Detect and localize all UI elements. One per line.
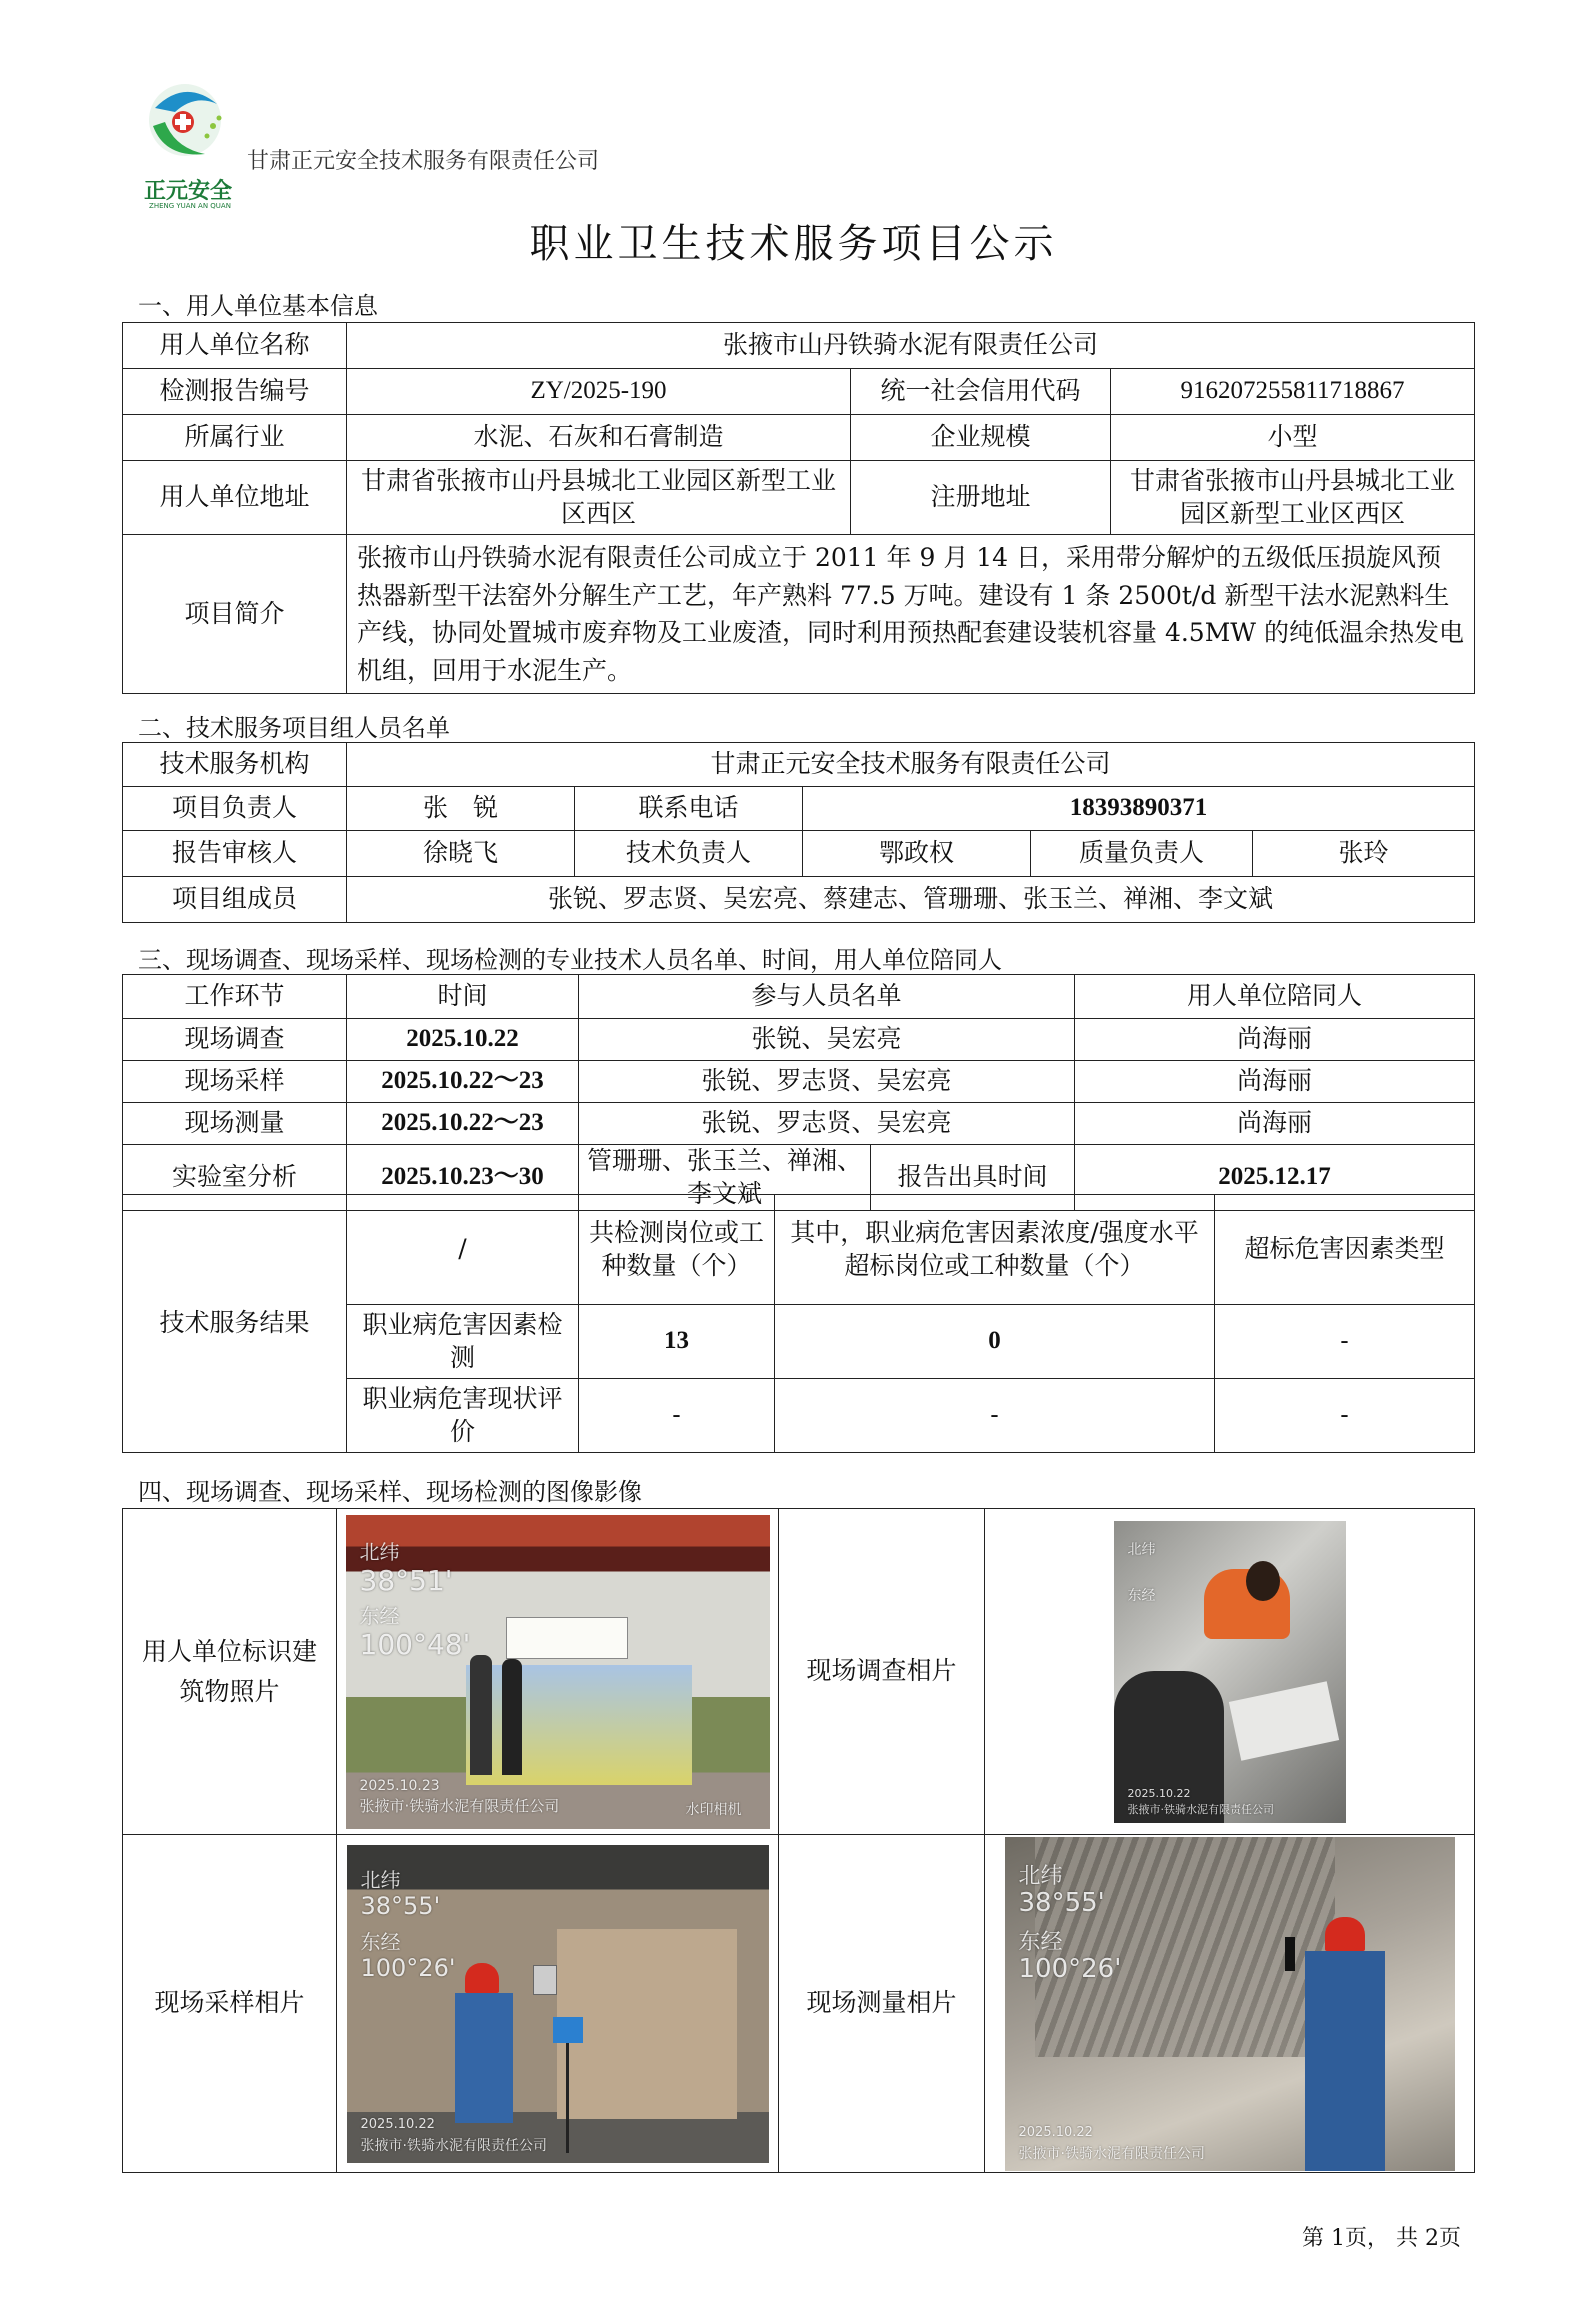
row-people: 张锐、吴宏亮 bbox=[579, 1019, 1075, 1061]
quality: 张玲 bbox=[1253, 831, 1475, 877]
photo1-lat-label: 北纬 bbox=[359, 1539, 400, 1564]
photo4-lon: 100°26' bbox=[1018, 1953, 1122, 1984]
intro-label: 项目简介 bbox=[123, 535, 347, 694]
scale-label: 企业规模 bbox=[851, 415, 1111, 461]
company-name: 甘肃正元安全技术服务有限责任公司 bbox=[247, 149, 600, 174]
page-header bbox=[135, 78, 1435, 218]
photo1-lon: 100°48' bbox=[359, 1627, 471, 1661]
photo3-label: 现场采样相片 bbox=[123, 1835, 337, 2173]
logo-text: 正元安全 bbox=[143, 179, 232, 204]
reg-address: 甘肃省张掖市山丹县城北工业园区新型工业区西区 bbox=[1111, 461, 1475, 535]
fieldwork-table bbox=[122, 974, 1475, 1211]
section2-heading: 二、技术服务项目组人员名单 bbox=[138, 714, 450, 742]
photo1-lon-label: 东经 bbox=[359, 1603, 400, 1628]
col-exceed: 其中，职业病危害因素浓度/强度水平超标岗位或工种数量（个） bbox=[775, 1195, 1215, 1305]
industry-label: 所属行业 bbox=[123, 415, 347, 461]
lab-stage: 实验室分析 bbox=[123, 1145, 347, 1211]
eval-type: - bbox=[1215, 1379, 1475, 1453]
results-table bbox=[122, 1194, 1475, 1453]
row-escort: 尚海丽 bbox=[1075, 1019, 1475, 1061]
detect-label: 职业病危害因素检测 bbox=[347, 1305, 579, 1379]
photo3-lat: 38°55' bbox=[360, 1891, 441, 1920]
unit-info-table bbox=[122, 322, 1475, 694]
photo4-lat: 38°55' bbox=[1018, 1887, 1105, 1918]
photo1-label: 用人单位标识建筑物照片 bbox=[123, 1509, 337, 1835]
photo4-lon-label: 东经 bbox=[1018, 1929, 1063, 1955]
org-label: 技术服务机构 bbox=[123, 743, 347, 787]
photo3-lat-label: 北纬 bbox=[360, 1867, 401, 1892]
row-people: 张锐、罗志贤、吴宏亮 bbox=[579, 1103, 1075, 1145]
photo-building bbox=[346, 1515, 770, 1829]
section1-heading: 一、用人单位基本信息 bbox=[138, 292, 378, 320]
lab-people: 管珊珊、张玉兰、禅湘、李文斌 bbox=[579, 1145, 871, 1211]
unit-name: 张掖市山丹铁骑水泥有限责任公司 bbox=[347, 323, 1475, 369]
photo-survey bbox=[1114, 1521, 1346, 1823]
photo1-date: 2025.10.23 bbox=[359, 1777, 440, 1794]
col-type: 超标危害因素类型 bbox=[1215, 1195, 1475, 1305]
lab-time: 2025.10.23～30 bbox=[347, 1145, 579, 1211]
row-stage: 现场调查 bbox=[123, 1019, 347, 1061]
members: 张锐、罗志贤、吴宏亮、蔡建志、管珊珊、张玉兰、禅湘、李文斌 bbox=[347, 877, 1475, 923]
tech-label: 技术负责人 bbox=[575, 831, 803, 877]
photo4-date: 2025.10.22 bbox=[1018, 2124, 1093, 2140]
report-no: ZY/2025-190 bbox=[347, 369, 851, 415]
photos-table bbox=[122, 1508, 1475, 2173]
photo-sampling bbox=[347, 1845, 769, 2163]
report-time-label: 报告出具时间 bbox=[871, 1145, 1075, 1211]
photo2-lat-label: 北纬 bbox=[1127, 1541, 1156, 1558]
report-no-label: 检测报告编号 bbox=[123, 369, 347, 415]
page-title: 职业卫生技术服务项目公示 bbox=[529, 221, 1058, 267]
photo2-lon-label: 东经 bbox=[1127, 1587, 1156, 1604]
eval-exceed: - bbox=[775, 1379, 1215, 1453]
members-label: 项目组成员 bbox=[123, 877, 347, 923]
row-stage: 现场采样 bbox=[123, 1061, 347, 1103]
photo2-label: 现场调查相片 bbox=[779, 1509, 985, 1835]
row-time: 2025.10.22～23 bbox=[347, 1103, 579, 1145]
row-time: 2025.10.22～23 bbox=[347, 1061, 579, 1103]
detect-exceed: 0 bbox=[775, 1305, 1215, 1379]
photo3-place: 张掖市·铁骑水泥有限责任公司 bbox=[360, 2137, 547, 2154]
project-intro: 张掖市山丹铁骑水泥有限责任公司成立于 2011 年 9 月 14 日，采用带分解炉的五级低压损旋风预热器新型干法窑外分解生产工艺，年产熟料 77.5 万吨。建设有 1 条 2500t/d 新型干法水泥熟料生产线，协同处置城市废弃物及工业废渣，同时利用预热配套建设装机容量 4.5MW 的纯低温余热发电机组，回用于水泥生产。 bbox=[347, 535, 1475, 694]
photo3-lon-label: 东经 bbox=[360, 1929, 401, 1954]
credit-code-label: 统一社会信用代码 bbox=[851, 369, 1111, 415]
report-time: 2025.12.17 bbox=[1075, 1145, 1475, 1211]
address: 甘肃省张掖市山丹县城北工业园区新型工业区西区 bbox=[347, 461, 851, 535]
section4-heading: 四、现场调查、现场采样、现场检测的图像影像 bbox=[138, 1478, 642, 1506]
row-escort: 尚海丽 bbox=[1075, 1103, 1475, 1145]
org: 甘肃正元安全技术服务有限责任公司 bbox=[347, 743, 1475, 787]
section3-heading: 三、现场调查、现场采样、现场检测的专业技术人员名单、时间，用人单位陪同人 bbox=[138, 946, 1002, 974]
tech: 鄂政权 bbox=[803, 831, 1031, 877]
quality-label: 质量负责人 bbox=[1031, 831, 1253, 877]
row-stage: 现场测量 bbox=[123, 1103, 347, 1145]
phone: 18393890371 bbox=[803, 787, 1475, 831]
address-label: 用人单位地址 bbox=[123, 461, 347, 535]
photo4-label: 现场测量相片 bbox=[779, 1835, 985, 2173]
col-people: 参与人员名单 bbox=[579, 975, 1075, 1019]
col-count: 共检测岗位或工种数量（个） bbox=[579, 1195, 775, 1305]
scale: 小型 bbox=[1111, 415, 1475, 461]
team-table bbox=[122, 742, 1475, 923]
result-label: 技术服务结果 bbox=[123, 1195, 347, 1453]
row-time: 2025.10.22 bbox=[347, 1019, 579, 1061]
detect-type: - bbox=[1215, 1305, 1475, 1379]
col-stage: 工作环节 bbox=[123, 975, 347, 1019]
eval-count: - bbox=[579, 1379, 775, 1453]
reviewer-label: 报告审核人 bbox=[123, 831, 347, 877]
detect-count: 13 bbox=[579, 1305, 775, 1379]
phone-label: 联系电话 bbox=[575, 787, 803, 831]
photo2-place: 张掖市·铁骑水泥有限责任公司 bbox=[1127, 1802, 1274, 1816]
photo1-brand: 水印相机 bbox=[685, 1801, 742, 1818]
photo1-lat: 38°51' bbox=[359, 1563, 453, 1597]
col-escort: 用人单位陪同人 bbox=[1075, 975, 1475, 1019]
leader: 张 锐 bbox=[347, 787, 575, 831]
row-escort: 尚海丽 bbox=[1075, 1061, 1475, 1103]
reg-address-label: 注册地址 bbox=[851, 461, 1111, 535]
row-people: 张锐、罗志贤、吴宏亮 bbox=[579, 1061, 1075, 1103]
photo4-lat-label: 北纬 bbox=[1018, 1863, 1063, 1889]
photo4-place: 张掖市·铁骑水泥有限责任公司 bbox=[1018, 2145, 1205, 2162]
leader-label: 项目负责人 bbox=[123, 787, 347, 831]
photo3-date: 2025.10.22 bbox=[360, 2116, 435, 2132]
photo-measurement bbox=[1005, 1837, 1455, 2171]
credit-code: 916207255811718867 bbox=[1111, 369, 1475, 415]
photo3-lon: 100°26' bbox=[360, 1953, 456, 1982]
photo1-place: 张掖市·铁骑水泥有限责任公司 bbox=[359, 1796, 560, 1815]
page-footer: 第 1页， 共 2页 bbox=[1302, 2226, 1461, 2251]
industry: 水泥、石灰和石膏制造 bbox=[347, 415, 851, 461]
photo2-date: 2025.10.22 bbox=[1127, 1786, 1191, 1800]
reviewer: 徐晓飞 bbox=[347, 831, 575, 877]
slash-cell: / bbox=[347, 1195, 579, 1305]
unit-name-label: 用人单位名称 bbox=[123, 323, 347, 369]
col-time: 时间 bbox=[347, 975, 579, 1019]
logo-subtext: ZHENG YUAN AN QUAN bbox=[149, 202, 231, 210]
eval-label: 职业病危害现状评价 bbox=[347, 1379, 579, 1453]
